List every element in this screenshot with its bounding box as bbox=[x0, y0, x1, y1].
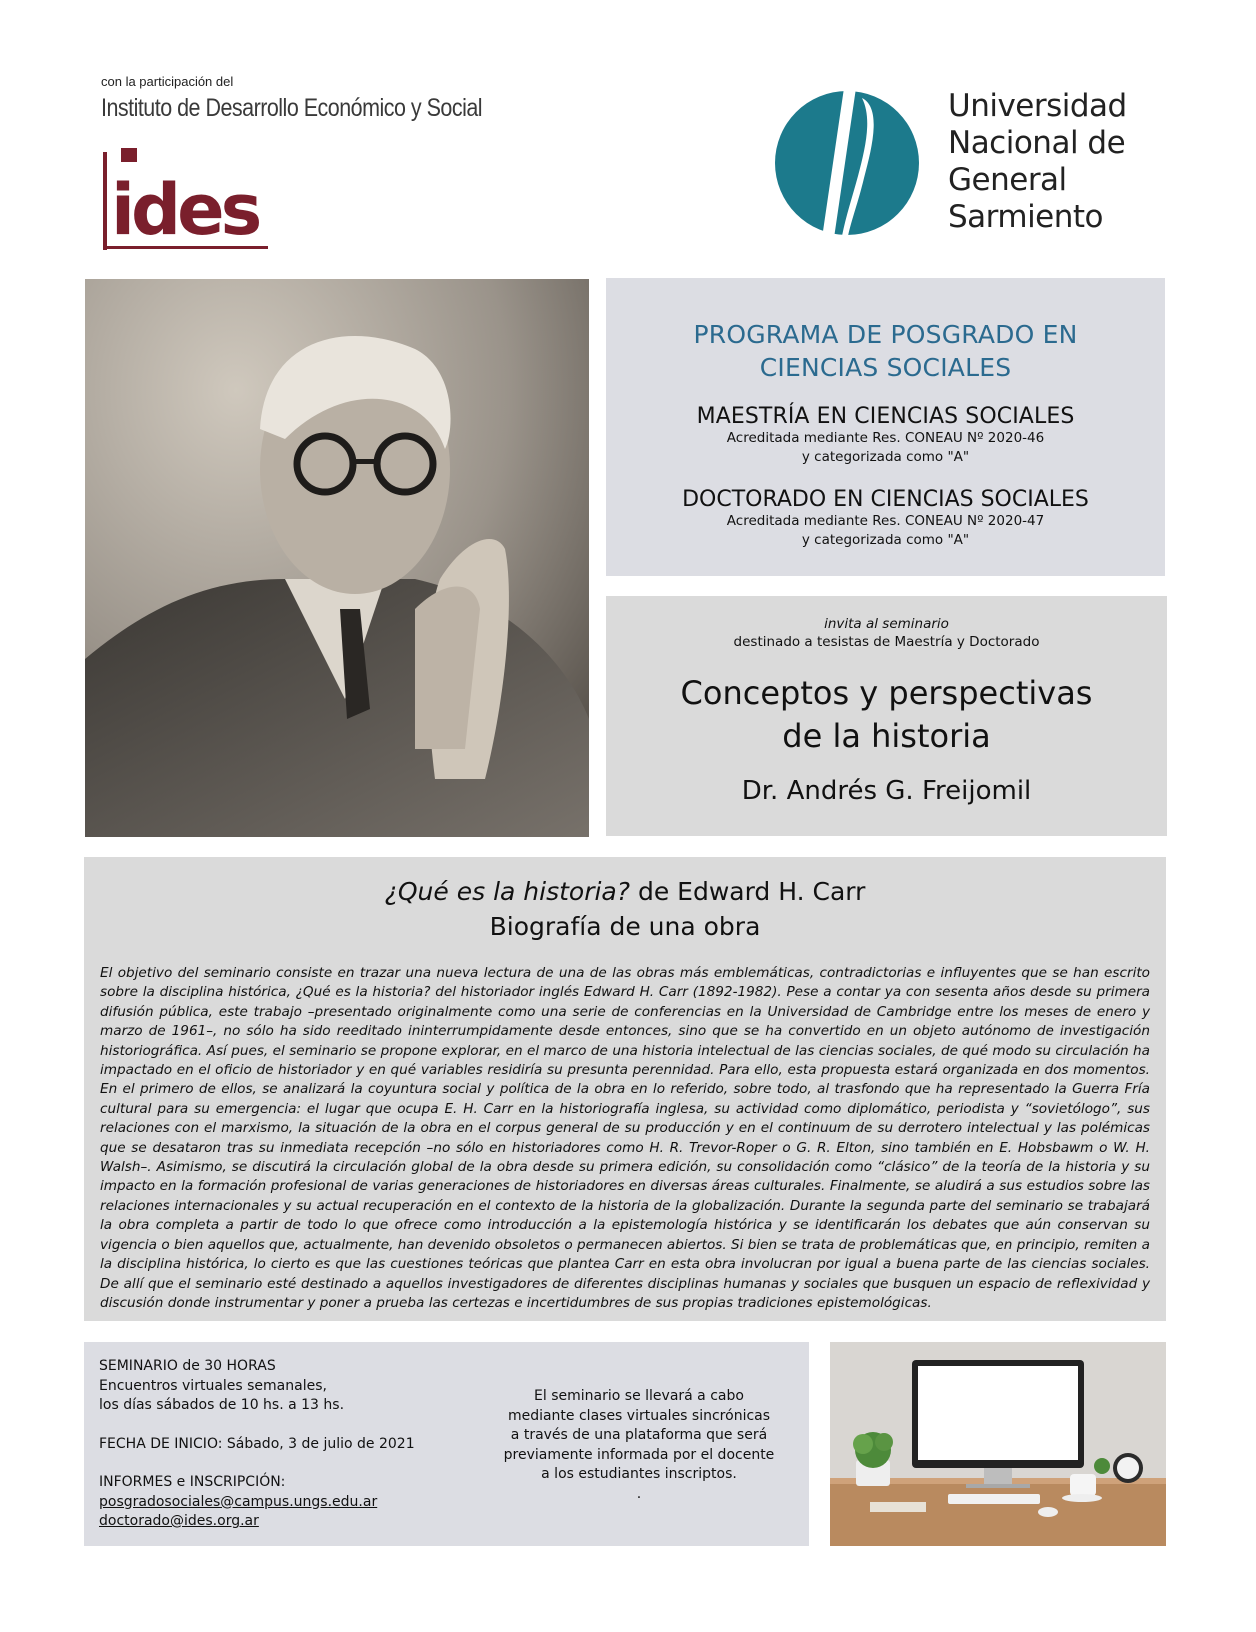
maestria-accreditation: Acreditada mediante Res. CONEAU Nº 2020-46 bbox=[726, 430, 1045, 446]
schedule-info bbox=[99, 1357, 415, 1532]
doctorado-category: y categorizada como "A" bbox=[801, 532, 970, 548]
ungs-line-1: Universidad bbox=[948, 88, 1127, 124]
seminar-schedule: los días sábados de 10 hs. a 13 hs. bbox=[99, 1397, 345, 1413]
svg-text:ides: ides bbox=[111, 169, 259, 251]
virtual-line: previamente informada por el docente bbox=[503, 1446, 775, 1463]
seminar-title-line-2: de la historia bbox=[782, 717, 991, 755]
doctorado-title: DOCTORADO EN CIENCIAS SOCIALES bbox=[682, 487, 1089, 512]
ides-logo bbox=[103, 148, 273, 256]
program-box bbox=[606, 278, 1165, 576]
virtual-info bbox=[494, 1387, 784, 1504]
ungs-logo-icon bbox=[772, 88, 922, 238]
maestria-category: y categorizada como "A" bbox=[801, 449, 970, 465]
description-box bbox=[84, 857, 1166, 1321]
info-box bbox=[84, 1342, 809, 1546]
virtual-line: a los estudiantes inscriptos. bbox=[541, 1466, 737, 1482]
contact-label: INFORMES e INSCRIPCIÓN: bbox=[99, 1474, 286, 1490]
ungs-line-4: Sarmiento bbox=[948, 199, 1104, 235]
program-title-line-1: PROGRAMA DE POSGRADO EN bbox=[693, 320, 1078, 349]
seminar-title-line-1: Conceptos y perspectivas bbox=[680, 674, 1093, 712]
program-title bbox=[606, 318, 1165, 384]
program-title-line-2: CIENCIAS SOCIALES bbox=[759, 353, 1012, 382]
description-body: El objetivo del seminario consiste en trazar una nueva lectura de una de las obras más emblemáticas, contradictorias e influyentes que se han escrito sobre la disciplina histórica, ¿Qué es la historia? del historiador inglés Edward H. Carr (1892-1982). Pese a contar ya con sesenta años desde su primera difusión pública, este trabajo –presentado originalmente como una serie de conferencias en la Universidad de Cambridge entre los meses de enero y marzo de 1961–, no sólo ha sido reeditado ininterrumpidamente desde entonces, sino que se ha convertido en un objeto autónomo de investigación historiográfica. Así pues, el seminario se propone explorar, en el marco de una historia intelectual de las ciencias sociales, de qué modo su circulación ha impactado en el oficio de historiador y en qué variables residiría su presunta perennidad. Para ello, esta propuesta estará organizada en dos momentos. En el primero de ellos, se analizará la coyuntura social y política de la obra en lo referido, sobre todo, al trasfondo que ha representado la Guerra Fría cultural para su emergencia: el lugar que ocupa E. H. Carr en la historiografía inglesa, su actividad como diplomático, periodista y “sovietólogo”, sus relaciones con el marxismo, la situación de la obra en el corpus general de su producción y en el continuum de su derrotero intelectual y las polémicas que se desataron tras su inmediata recepción –no sólo en historiadores como H. R. Trevor-Roper o G. R. Elton, sino también en E. Hobsbawm o W. H. Walsh–. Asimismo, se discutirá la circulación global de la obra desde su primera edición, su consolidación como “clásico” de la teoría de la historia y su impacto en la formación profesional de varias generaciones de historiadores en diversas áreas culturales. Finalmente, se aludirá a sus estudios sobre las relaciones internacionales y su actual recuperación en el contexto de la historia de la globalización. Durante la segunda parte del seminario se trabajará la obra completa a partir de todo lo que ofrece como introducción a la epistemología histórica y se identificarán los debates que aún conservan su vigencia o bien aquellos que, actualmente, han devenido obsoletos o permanecen abiertos. Si bien se trata de problemáticas que, en principio, remiten a la disciplina histórica, lo cierto es que las cuestiones teóricas que plantea Carr en esta obra involucran por igual a buena parte de las ciencias sociales. De allí que el seminario esté destinado a aquellos investigadores de diferentes disciplinas humanas y sociales que busquen un espacio de reflexividad y discusión donde instrumentar y poner a prueba las certezas e incertidumbres de sus propias tradiciones epistemológicas. bbox=[100, 965, 1150, 1311]
ungs-line-2: Nacional de bbox=[948, 125, 1126, 161]
start-date: FECHA DE INICIO: Sábado, 3 de julio de 2021 bbox=[99, 1435, 415, 1452]
virtual-line: El seminario se llevará a cabo bbox=[534, 1388, 744, 1404]
invite-box bbox=[606, 596, 1167, 836]
maestria-title: MAESTRÍA EN CIENCIAS SOCIALES bbox=[696, 404, 1075, 429]
description-title bbox=[84, 874, 1166, 944]
ides-institute-name: Instituto de Desarrollo Económico y Social bbox=[101, 94, 483, 122]
seminar-meetings: Encuentros virtuales semanales, bbox=[99, 1377, 327, 1394]
virtual-line: mediante clases virtuales sincrónicas bbox=[507, 1407, 771, 1424]
email-link-ungs[interactable]: posgradosociales@campus.ungs.edu.ar bbox=[99, 1493, 378, 1510]
virtual-line: a través de una plataforma que será bbox=[510, 1427, 768, 1443]
desk-computer-photo bbox=[830, 1342, 1166, 1546]
virtual-line: . bbox=[636, 1485, 642, 1502]
description-subtitle: Biografía de una obra bbox=[489, 912, 761, 941]
book-title: ¿Qué es la historia? bbox=[384, 877, 631, 906]
doctorado-accreditation: Acreditada mediante Res. CONEAU Nº 2020-47 bbox=[726, 513, 1045, 529]
seminar-title bbox=[606, 672, 1167, 758]
email-link-ides[interactable]: doctorado@ides.org.ar bbox=[99, 1513, 259, 1529]
portrait-photo bbox=[85, 279, 589, 837]
ungs-line-3: General bbox=[948, 162, 1067, 198]
ungs-name bbox=[948, 88, 1127, 236]
seminar-hours: SEMINARIO de 30 HORAS bbox=[99, 1358, 276, 1374]
invite-line-1: invita al seminario bbox=[824, 616, 949, 632]
seminar-author: Dr. Andrés G. Freijomil bbox=[741, 776, 1032, 806]
book-author: de Edward H. Carr bbox=[630, 877, 866, 906]
invite-line-2: destinado a tesistas de Maestría y Doctorado bbox=[733, 634, 1040, 650]
ides-participation-text: con la participación del bbox=[101, 74, 234, 89]
